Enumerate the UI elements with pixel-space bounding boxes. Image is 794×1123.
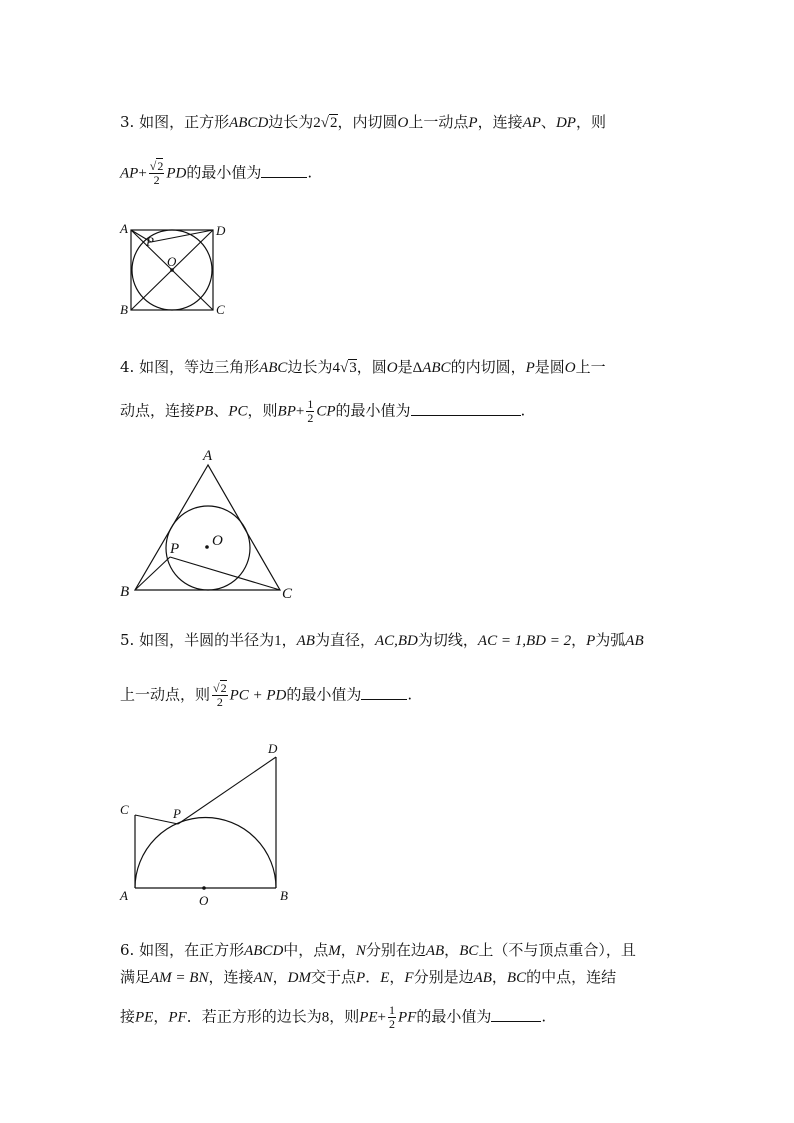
q5-figure [110, 738, 300, 910]
label-a: A [120, 888, 128, 903]
q5-line1 [120, 630, 644, 651]
math: O [386, 360, 398, 376]
math: PF [168, 1009, 187, 1026]
math: + [377, 1009, 387, 1026]
text: 的最小值为 [335, 401, 411, 420]
q6-line2 [120, 967, 616, 988]
q6-line3 [120, 1004, 546, 1031]
q5-line2 [120, 682, 412, 709]
label-b: B [120, 584, 130, 600]
center-dot [202, 886, 206, 890]
q3-line1: 3. 如图，正方形ABCD边长为2√2，内切圆O上一动点P，连接AP、DP，则 [120, 113, 606, 131]
math: 1 [389, 1003, 396, 1017]
math: N [355, 943, 366, 959]
math: M [328, 943, 341, 959]
text: ，则 [329, 1007, 360, 1026]
q4-number: 4. [120, 358, 135, 376]
math: AC,BD [374, 633, 418, 649]
segment-pd [178, 757, 276, 824]
text: 上一 [575, 358, 606, 376]
text: ．若正方形的边长为 [186, 1007, 322, 1026]
text: ，内切圆 [337, 113, 398, 131]
text: ， [272, 968, 288, 986]
fraction [388, 1004, 396, 1031]
math: 3 [349, 360, 357, 376]
math: 1 [307, 397, 314, 411]
text: 为弧 [595, 631, 626, 649]
semicircle-arc [135, 818, 276, 888]
math: BC [459, 943, 479, 959]
text: 交于点 [311, 968, 357, 986]
math: AB [625, 633, 644, 649]
q3-figure [110, 218, 235, 323]
text: 上（不与顶点重合），且 [478, 941, 636, 959]
q6-line1 [120, 940, 636, 961]
fraction: $\frac{√2}{2}$ [149, 159, 164, 187]
text: 、 [540, 113, 556, 131]
text: 、 [213, 401, 229, 420]
math: P [525, 360, 535, 376]
text: 的最小值为 [416, 1007, 492, 1026]
q4-line1: 4. 如图，等边三角形ABC边长为4√3，圆O是ΔABC的内切圆，P是圆O上一 [120, 358, 606, 376]
math: 4 [332, 360, 340, 376]
text: . [541, 1007, 547, 1026]
text: 如图，等边三角形 [139, 358, 260, 376]
text: . [407, 685, 413, 704]
triangle [135, 465, 280, 590]
math: CP [316, 403, 336, 420]
answer-blank[interactable] [411, 401, 521, 416]
math: PB [195, 403, 214, 420]
label-p: P [173, 806, 181, 821]
text: ， [281, 631, 297, 649]
math: 2 [389, 1017, 396, 1031]
text: ，则 [575, 113, 606, 131]
text: 如图，半圆的半径为 [139, 631, 275, 649]
math: BP [277, 403, 296, 420]
label-o: O [199, 893, 209, 908]
q3-line2 [120, 160, 312, 187]
text: 为直径， [314, 631, 375, 649]
math: P [468, 115, 478, 131]
label-c: C [216, 302, 225, 317]
text: ，圆 [356, 358, 387, 376]
text: ， [389, 968, 405, 986]
text: ，连接 [477, 113, 523, 131]
math: AM = BN [150, 970, 209, 986]
text: 分别是边 [413, 968, 474, 986]
label-d: D [216, 223, 226, 238]
math: AP [522, 115, 541, 131]
label-o: O [167, 254, 177, 269]
text: 如图，正方形 [139, 113, 230, 131]
math: AB [296, 633, 315, 649]
text: ， [444, 941, 460, 959]
text: ， [340, 941, 356, 959]
label-a: A [120, 221, 128, 236]
math: + [138, 165, 147, 182]
math: E [380, 970, 390, 986]
text: 边长为 [287, 358, 333, 376]
text: 分别在边 [365, 941, 426, 959]
label-o: O [212, 533, 223, 549]
math: ABC [422, 360, 451, 376]
fraction: $\frac{√2}{2}$ [213, 681, 227, 709]
math: PD [166, 165, 187, 182]
answer-blank[interactable] [261, 163, 307, 178]
math: 2 [216, 695, 223, 709]
math: AP [120, 165, 139, 182]
math: 2 [220, 681, 227, 695]
fraction [306, 398, 314, 425]
text: 接 [120, 1007, 136, 1026]
math: 2 [313, 115, 321, 131]
math: ABCD [244, 943, 284, 959]
math: AB [425, 943, 445, 959]
q5-number: 5. [120, 631, 135, 649]
text: 中，点 [283, 941, 329, 959]
text: 如图，在正方形 [139, 941, 245, 959]
math: PC + PD [229, 687, 287, 704]
text: 动点，连接 [120, 401, 196, 420]
math: DM [287, 970, 311, 986]
math: 2 [330, 115, 338, 131]
text: ，连接 [208, 968, 254, 986]
math: AC = 1,BD = 2 [477, 633, 572, 649]
math: PC [228, 403, 248, 420]
q4-figure [110, 440, 300, 605]
text: ． [365, 968, 381, 986]
math: 8 [321, 1009, 330, 1026]
text: 的最小值为 [286, 685, 362, 704]
math: Δ [412, 360, 423, 376]
label-p: P [170, 541, 180, 557]
math: P [586, 633, 596, 649]
answer-blank[interactable] [491, 1007, 541, 1022]
math: PE [359, 1009, 378, 1026]
label-p: P [146, 234, 154, 249]
text: 的中点，连结 [526, 968, 617, 986]
label-c: C [120, 802, 129, 817]
text: 是圆 [534, 358, 565, 376]
q4-line2 [120, 398, 525, 425]
text: ， [491, 968, 507, 986]
label-b: B [280, 888, 288, 903]
answer-blank[interactable] [361, 685, 407, 700]
math: 2 [157, 159, 164, 173]
math: PF [398, 1009, 417, 1026]
math: 1 [274, 633, 282, 649]
math: 2 [307, 411, 314, 425]
segment-cp [135, 815, 178, 824]
label-a: A [203, 448, 213, 464]
math: O [564, 360, 576, 376]
math: P [356, 970, 366, 986]
text: ， [153, 1007, 169, 1026]
math: O [397, 115, 409, 131]
math: ABC [259, 360, 288, 376]
text: ，则 [247, 401, 278, 420]
label-b: B [120, 302, 128, 317]
math: F [404, 970, 414, 986]
label-d: D [268, 741, 278, 756]
text: . [307, 163, 313, 182]
q6-number: 6. [120, 941, 135, 959]
text: 上一动点 [408, 113, 469, 131]
text: 为切线， [417, 631, 478, 649]
text: . [520, 401, 526, 420]
text: ， [571, 631, 587, 649]
text: 边长为 [268, 113, 314, 131]
math: AB [473, 970, 492, 986]
math: AN [253, 970, 273, 986]
text: 是 [397, 358, 413, 376]
math: DP [555, 115, 576, 131]
math: PE [135, 1009, 154, 1026]
label-c: C [282, 586, 293, 602]
math: BC [506, 970, 527, 986]
text: 上一动点，则 [120, 685, 211, 704]
math: 2 [153, 173, 160, 187]
math: + [295, 403, 305, 420]
center-dot [205, 545, 209, 549]
math: ABCD [229, 115, 269, 131]
text: 的内切圆， [450, 358, 526, 376]
text: 满足 [120, 968, 151, 986]
text: 的最小值为 [186, 163, 262, 182]
segment-bp [135, 557, 170, 590]
q3-number: 3. [120, 113, 135, 131]
